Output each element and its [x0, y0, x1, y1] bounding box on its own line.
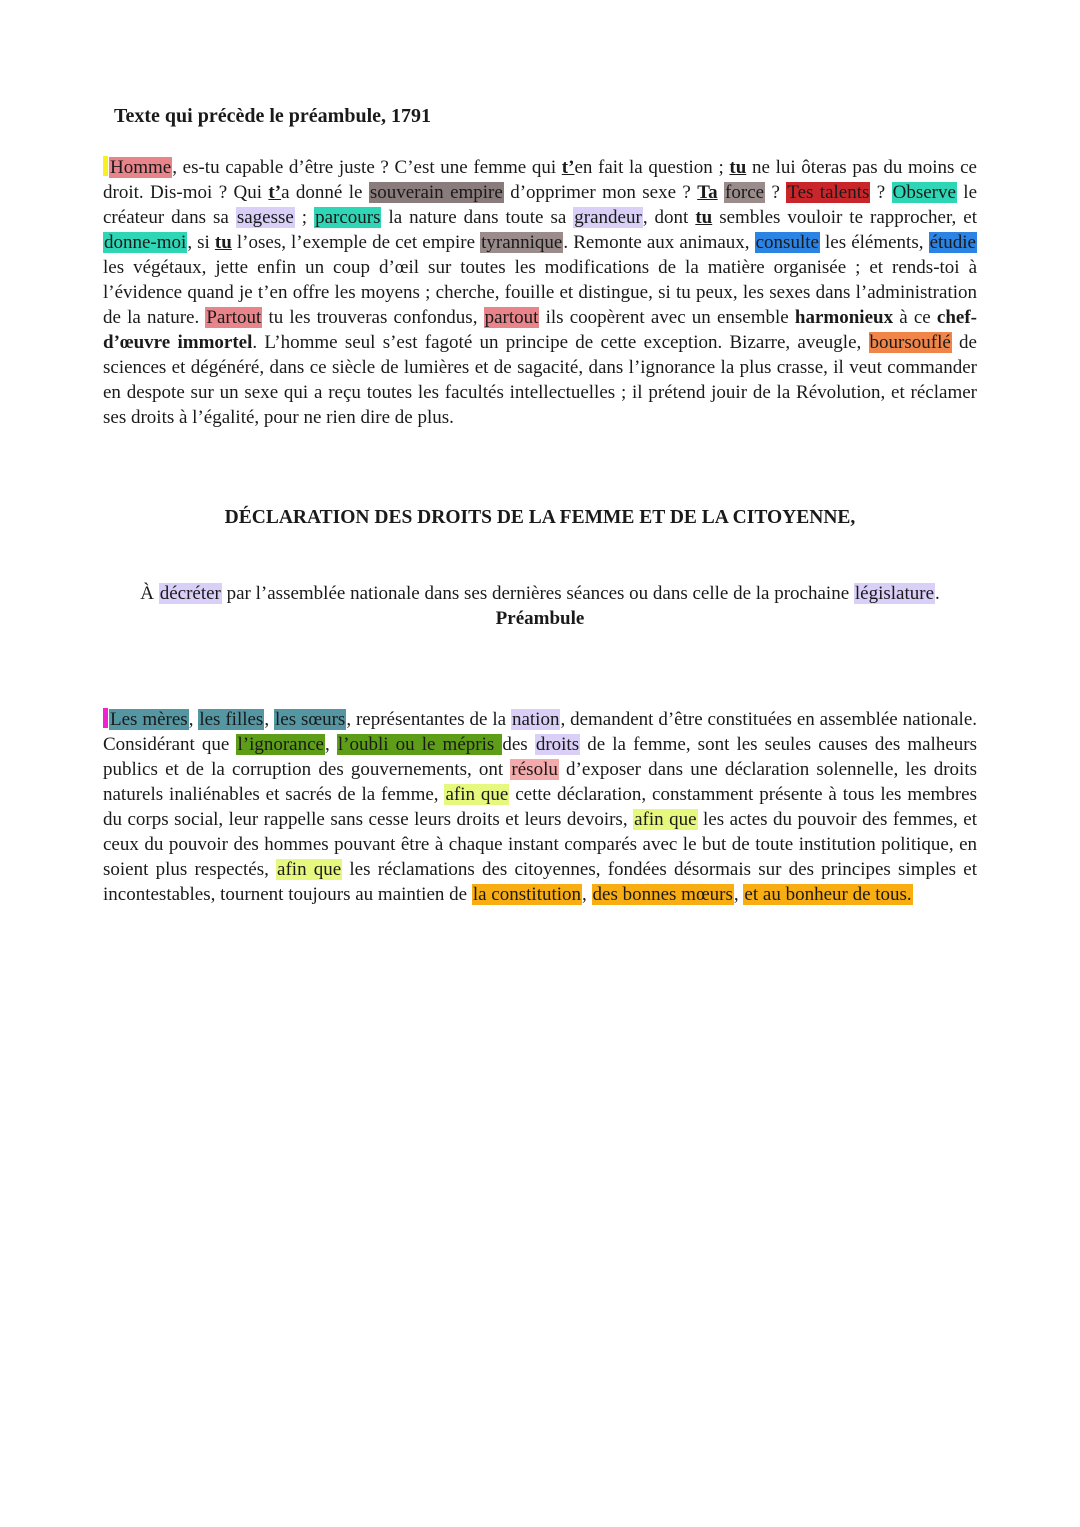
- emphasized-pronoun: tu: [729, 157, 747, 178]
- text-run: .: [935, 583, 940, 604]
- decree-text: [140, 583, 940, 604]
- text-run: ,: [582, 884, 592, 905]
- text-run: en fait la question ;: [574, 157, 730, 178]
- text-run: les réclamations des citoyennes, fondées désormais sur des principes simples et incontestables, tournent toujours au maintien de: [103, 859, 977, 905]
- highlighted-phrase: Observe: [892, 182, 956, 203]
- text-run: la nature dans toute sa: [381, 207, 574, 228]
- text-run: de sciences et dégénéré, dans ce siècle de lumières et de sagacité, dans l’ignorance la plus crasse, il veut commander en despote sur un sexe qui a reçu toutes les facultés intellectuelles ; il prétend jouir de la Révolution, et réclamer ses droits à l’égalité, pour ne rien dire de plus.: [103, 332, 977, 428]
- highlighted-phrase: sagesse: [236, 207, 294, 228]
- text-run: cette déclaration, constamment présente à tous les membres du corps social, leur rappelle sans cesse leurs droits et leurs devoirs,: [103, 784, 977, 830]
- highlighted-phrase: souverain empire: [369, 182, 503, 203]
- text-run: ,: [264, 709, 274, 730]
- text-run: , dont: [642, 207, 696, 228]
- emphasized-pronoun: t’: [561, 157, 575, 178]
- text-run: . L’homme seul s’est fagoté un principe de cette exception. Bizarre, aveugle,: [252, 332, 869, 353]
- highlighted-phrase: droits: [535, 734, 580, 755]
- bold-phrase: chef-d’œuvre immortel: [103, 307, 977, 353]
- highlighted-phrase: des bonnes mœurs: [592, 884, 733, 905]
- highlighted-phrase: les filles: [199, 709, 264, 730]
- highlighted-phrase: législature: [854, 583, 935, 604]
- text-run: d’exposer dans une déclaration solennelle, les droits naturels inaliénables et sacrés de la femme,: [103, 759, 977, 805]
- highlighted-phrase: les sœurs: [274, 709, 346, 730]
- text-run: l’oses, l’exemple de cet empire: [231, 232, 481, 253]
- text-run: ?: [870, 182, 892, 203]
- highlighted-phrase: grandeur: [574, 207, 642, 228]
- intro-paragraph: [103, 155, 977, 430]
- text-run: ;: [294, 207, 315, 228]
- highlighted-phrase: résolu: [511, 759, 558, 780]
- bold-phrase: harmonieux: [794, 307, 894, 328]
- highlighted-phrase: Tes talents: [787, 182, 870, 203]
- highlighted-phrase: Les mères: [110, 709, 188, 730]
- highlighted-phrase: étudie: [929, 232, 976, 253]
- text-run: le créateur dans sa: [103, 182, 978, 228]
- highlighted-phrase: la constitution: [472, 884, 582, 905]
- highlighted-phrase: afin que: [634, 809, 697, 830]
- highlighted-phrase: l’ignorance: [237, 734, 324, 755]
- preamble-title: Préambule: [495, 608, 585, 629]
- highlighted-phrase: et au bonheur de tous.: [744, 884, 912, 905]
- highlighted-phrase: décréter: [159, 583, 221, 604]
- highlighted-phrase: force: [725, 182, 765, 203]
- highlighted-phrase: consulte: [755, 232, 819, 253]
- intro-title: Texte qui précède le préambule, 1791: [114, 105, 432, 127]
- text-run: ils coopèrent avec un ensemble: [539, 307, 795, 328]
- highlighted-phrase: parcours: [315, 207, 381, 228]
- text-run: ,: [733, 884, 744, 905]
- text-run: ?: [765, 182, 787, 203]
- text-run: les éléments,: [819, 232, 929, 253]
- highlighted-phrase: l’oubli ou le mépris: [337, 734, 502, 755]
- text-run: a donné le: [281, 182, 369, 203]
- declaration-title: DÉCLARATION DES DROITS DE LA FEMME ET DE LA CITOYENNE,: [224, 507, 856, 528]
- text-run: à ce: [893, 307, 937, 328]
- highlighted-phrase: Partout: [206, 307, 262, 328]
- highlighted-phrase: afin que: [277, 859, 342, 880]
- highlighted-phrase: donne-moi: [104, 232, 187, 253]
- highlighted-phrase: boursouflé: [869, 332, 951, 353]
- preamble-paragraph: [103, 707, 977, 907]
- highlighted-phrase: afin que: [445, 784, 509, 805]
- text-run: les actes du pouvoir des femmes, et ceux du pouvoir des hommes pouvant être à chaque instant comparés avec le but de toute institution politique, en soient plus respectés,: [103, 809, 977, 880]
- text-run: , es-tu capable d’être juste ? C’est une femme qui: [172, 157, 562, 178]
- highlight-marker: [103, 708, 108, 728]
- text-run: , si: [187, 232, 215, 253]
- text-run: ,: [324, 734, 337, 755]
- text-run: de la femme, sont les seules causes des malheurs publics et de la corruption des gouvernements, ont: [103, 734, 977, 780]
- text-run: par l’assemblée nationale dans ses dernières séances ou dans celle de la prochaine: [221, 583, 854, 604]
- text-run: À: [140, 583, 159, 604]
- text-run: tu les trouveras confondus,: [262, 307, 484, 328]
- emphasized-pronoun: tu: [214, 232, 232, 253]
- text-run: ne lui ôteras pas du moins ce droit. Dis-moi ? Qui: [103, 157, 977, 203]
- text-run: ,: [188, 709, 199, 730]
- highlighted-phrase: nation: [511, 709, 560, 730]
- decree-subtitle: [130, 581, 950, 631]
- text-run: les végétaux, jette enfin un coup d’œil sur toutes les modifications de la matière organisée ; et rends-toi à l’évidence quand je t’en offre les moyens ; cherche, fouille et distingue, si tu peux, les sexes dans l’administration de la nature.: [103, 257, 977, 328]
- emphasized-pronoun: tu: [695, 207, 713, 228]
- highlight-marker: [103, 156, 108, 176]
- emphasized-pronoun: t’: [268, 182, 282, 203]
- text-run: . Remonte aux animaux,: [563, 232, 755, 253]
- text-run: , demandent d’être constituées en assemblée nationale. Considérant que: [103, 709, 978, 755]
- text-run: des: [502, 734, 535, 755]
- emphasized-pronoun: Ta: [697, 182, 718, 203]
- highlighted-phrase: Homme: [110, 157, 172, 178]
- text-run: , représentantes de la: [346, 709, 511, 730]
- text-run: sembles vouloir te rapprocher, et: [712, 207, 977, 228]
- highlighted-phrase: tyrannique: [481, 232, 563, 253]
- highlighted-phrase: partout: [484, 307, 539, 328]
- text-run: d’opprimer mon sexe ?: [503, 182, 698, 203]
